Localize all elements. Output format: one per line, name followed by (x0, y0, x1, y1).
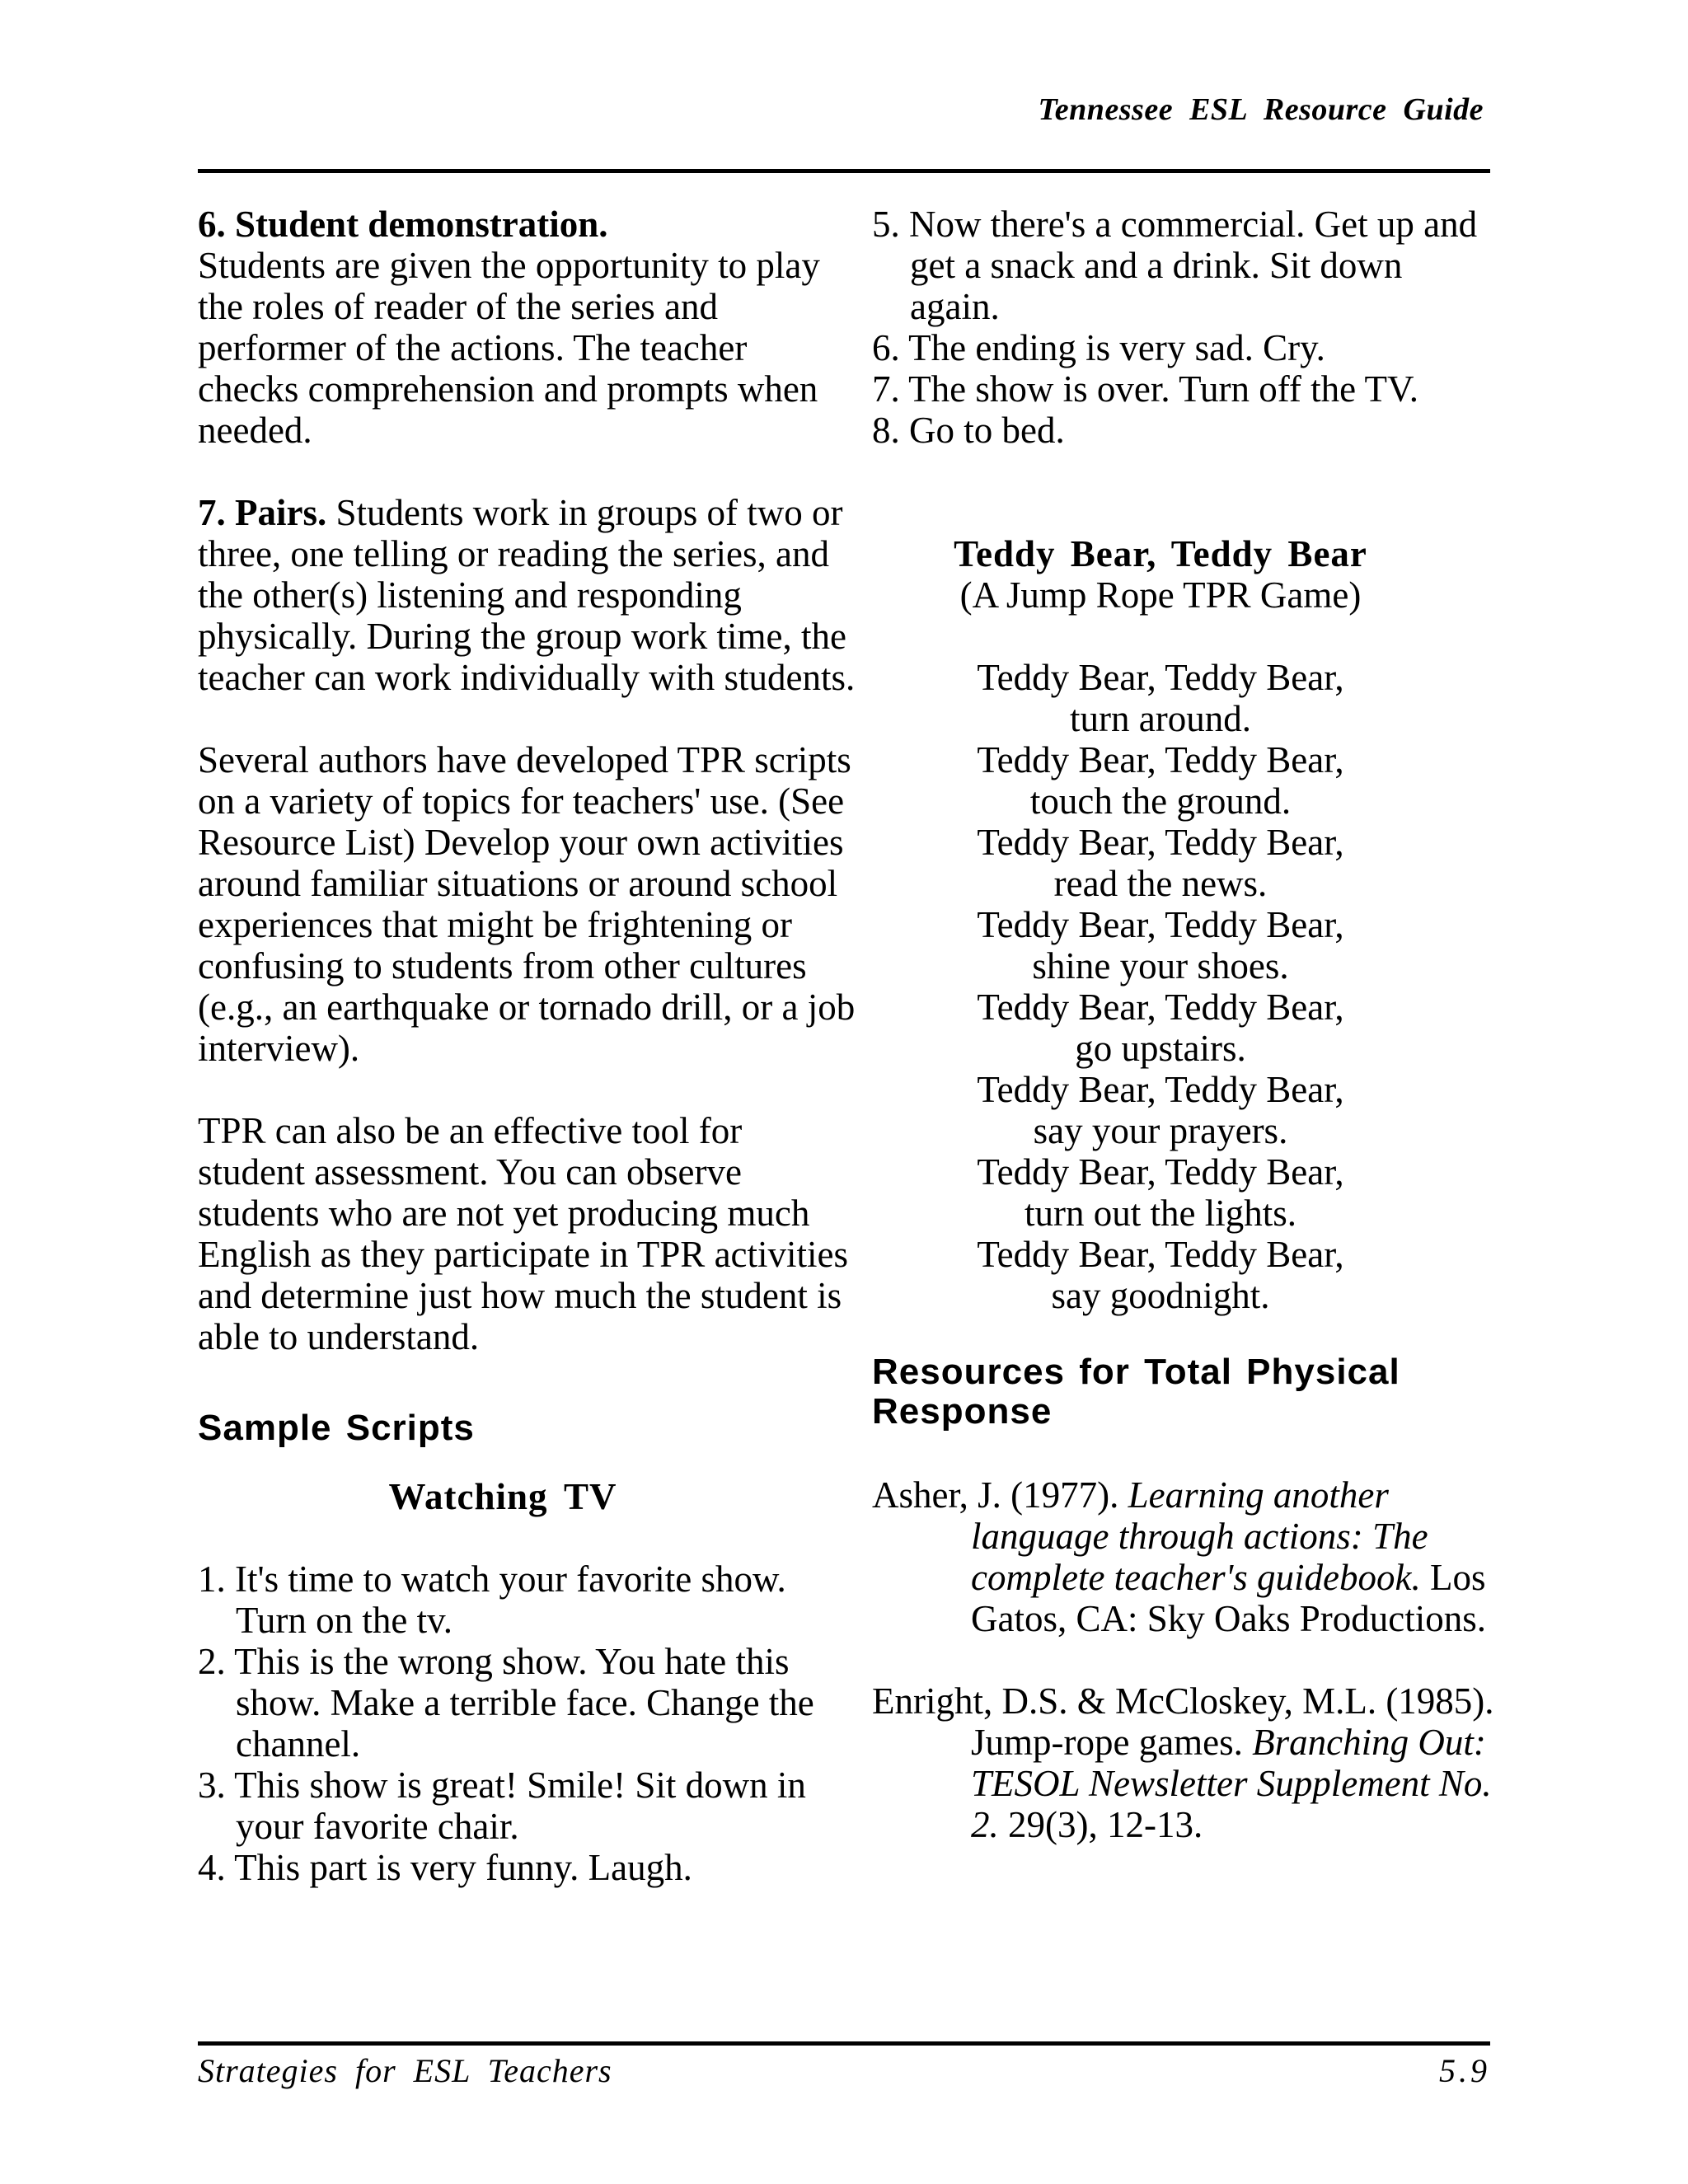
watching-tv-list-part2 (872, 204, 1498, 451)
reference-enright (872, 1680, 1498, 1845)
authors-paragraph: Several authors have developed TPR scripts on a variety of topics for teachers' use. (See Resource List) Develop your own activities around familiar situations or around school experiences that might be frightening or confusing to students from other cultures (e.g., an earthquake or tornado drill, or a job interview). (198, 739, 856, 1069)
assessment-paragraph: TPR can also be an effective tool for student assessment. You can observe students who are not yet producing much English as they participate in TPR activities and determine just how much the student is able to understand. (198, 1110, 849, 1357)
poem-line: Teddy Bear, Teddy Bear, (977, 904, 1344, 945)
list-item: 1. It's time to watch your favorite show. Turn on the tv. (198, 1558, 786, 1641)
reference-asher-publisher: Los Gatos, CA: Sky Oaks Productions. (971, 1557, 1487, 1639)
student-demonstration-text: Students are given the opportunity to play the roles of reader of the series and performer of the actions. The teacher checks comprehension and prompts when needed. (198, 245, 820, 451)
poem-line: Teddy Bear, Teddy Bear, (977, 1069, 1344, 1110)
left-column (198, 204, 857, 1888)
list-item: 7. The show is over. Turn off the TV. (872, 368, 1418, 410)
poem-line: go upstairs. (1075, 1028, 1246, 1069)
footer-rule (198, 2041, 1490, 2046)
watching-tv-list-part1 (198, 1558, 857, 1888)
poem-line: Teddy Bear, Teddy Bear, (977, 1234, 1344, 1275)
pairs-paragraph (198, 492, 857, 698)
poem-line: turn out the lights. (1025, 1193, 1296, 1234)
poem-line: Teddy Bear, Teddy Bear, (977, 987, 1344, 1028)
poem-line: shine your shoes. (1032, 945, 1289, 987)
teddy-bear-poem (872, 657, 1449, 1316)
poem-line: Teddy Bear, Teddy Bear, (977, 657, 1344, 698)
list-item: 3. This show is great! Smile! Sit down in your favorite chair. (198, 1765, 806, 1847)
reference-asher-title: Learning another language through actions: The complete teacher's guidebook. (971, 1474, 1428, 1598)
resources-heading: Resources for Total Physical Response (872, 1352, 1400, 1432)
poem-line: say goodnight. (1051, 1275, 1270, 1316)
reference-asher-authors: Asher, J. (1977). (872, 1474, 1128, 1516)
page-number: 5.9 (1439, 2052, 1490, 2089)
student-demonstration-paragraph (198, 204, 857, 451)
pairs-text: Students work in groups of two or three, one telling or reading the series, and the other(s) listening and responding physically. During the group work time, the teacher can work individually with students. (198, 492, 856, 698)
list-item: 8. Go to bed. (872, 410, 1065, 451)
reference-enright-source: Branching Out: TESOL Newsletter Supplement No. 2. (971, 1722, 1492, 1845)
poem-line: touch the ground. (1029, 780, 1292, 822)
teddy-bear-subtitle: (A Jump Rope TPR Game) (959, 574, 1362, 616)
reference-enright-pages: 29(3), 12-13. (998, 1804, 1203, 1845)
poem-line: turn around. (1070, 698, 1251, 739)
poem-line: Teddy Bear, Teddy Bear, (977, 1151, 1344, 1193)
poem-line: Teddy Bear, Teddy Bear, (977, 739, 1344, 780)
header-rule (198, 169, 1490, 173)
pairs-label: 7. Pairs. (198, 492, 327, 533)
reference-enright-authors: Enright, D.S. & McCloskey, M.L. (1985). Jump-rope games. (872, 1680, 1494, 1763)
right-column (872, 204, 1498, 1845)
sample-scripts-heading: Sample Scripts (198, 1408, 475, 1448)
list-item: 2. This is the wrong show. You hate this show. Make a terrible face. Change the channel. (198, 1641, 814, 1765)
teddy-bear-title: Teddy Bear, Teddy Bear (954, 533, 1367, 574)
poem-line: Teddy Bear, Teddy Bear, (977, 822, 1344, 863)
list-item: 5. Now there's a commercial. Get up and get a snack and a drink. Sit down again. (872, 204, 1478, 327)
footer-title: Strategies for ESL Teachers (198, 2052, 612, 2089)
reference-asher (872, 1474, 1498, 1639)
poem-line: say your prayers. (1033, 1110, 1288, 1151)
list-item: 6. The ending is very sad. Cry. (872, 327, 1325, 368)
poem-line: read the news. (1053, 863, 1268, 904)
list-item: 4. This part is very funny. Laugh. (198, 1847, 692, 1888)
watching-tv-title: Watching TV (388, 1476, 617, 1517)
student-demonstration-label: 6. Student demonstration. (198, 204, 608, 245)
running-header: Tennessee ESL Resource Guide (1038, 92, 1484, 127)
